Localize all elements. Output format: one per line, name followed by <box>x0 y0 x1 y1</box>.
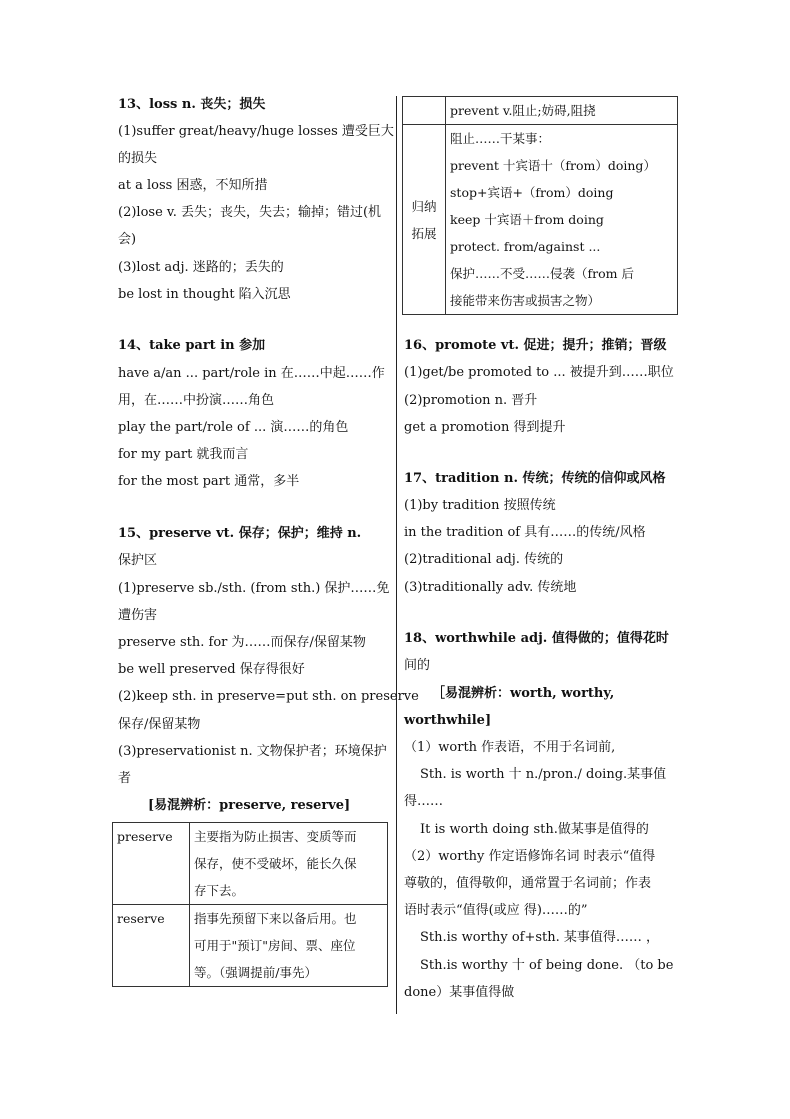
s15-line: preserve sth. for 为……而保存/保留某物 <box>118 635 366 650</box>
section-13-title: 13、loss n. 丧失；损失 <box>118 97 266 112</box>
s15-line: 保护区 <box>118 553 158 568</box>
s13-line: 的损失 <box>118 151 158 166</box>
table-row <box>113 905 388 987</box>
s16-line: (2)promotion n. 晋升 <box>404 393 538 408</box>
s16-line: get a promotion 得到提升 <box>404 420 566 435</box>
s15-line: 保存/保留某物 <box>118 717 201 732</box>
s13-line: (3)lost adj. 迷路的；丢失的 <box>118 260 284 275</box>
s18-line: Sth.is worthy 十 of being done. （to be <box>420 958 674 973</box>
table-row <box>403 125 678 315</box>
expansion-table <box>402 96 678 315</box>
table-definition: 主要指为防止损害、变质等而 保存，使不受破坏，能长久保 存下去。 <box>190 823 388 905</box>
s18-line: 尊敬的，值得敬仰，通常置于名词前；作表 <box>404 876 652 891</box>
s18-line: （1）worth 作表语，不用于名词前, <box>404 740 616 755</box>
compare-heading-2-cont: worthwhile] <box>404 713 492 728</box>
s17-line: in the tradition of 具有……的传统/风格 <box>404 525 646 540</box>
s18-line: 得…… <box>404 794 444 809</box>
s18-line: It is worth doing sth.做某事是值得的 <box>420 822 649 837</box>
compare-heading: [易混辨析：preserve, reserve] <box>148 798 351 813</box>
s14-line: for the most part 通常，多半 <box>118 474 300 489</box>
s13-line: at a loss 困惑，不知所措 <box>118 178 268 193</box>
s13-line: (1)suffer great/heavy/huge losses 遭受巨大 <box>118 124 394 139</box>
s18-title-cont: 间的 <box>404 658 431 673</box>
table-definition: 指事先预留下来以备后用。也 可用于"预订"房间、票、座位 等。（强调提前/事先） <box>190 905 388 987</box>
s14-line: have a/an ... part/role in 在……中起……作 <box>118 366 385 381</box>
s13-line: (2)lose v. 丢失；丧失，失去；输掉；错过(机 <box>118 205 382 220</box>
s18-line: （2）worthy 作定语修饰名词 时表示“值得 <box>404 849 656 864</box>
expansion-content: 阻止……干某事： prevent 十宾语十（from）doing） stop+宾语+（from）doing keep 十宾语＋from doing protect. from/against ... 保护……不受……侵袭（from 后 接能带来伤害或损害之物） <box>446 125 678 315</box>
section-17-title: 17、tradition n. 传统；传统的信仰或风格 <box>404 471 666 486</box>
s15-line: (3)preservationist n. 文物保护者；环境保护 <box>118 744 387 759</box>
s14-line: for my part 就我而言 <box>118 447 249 462</box>
compare-table <box>112 822 388 987</box>
table-word: reserve <box>113 905 190 987</box>
section-18-title: 18、worthwhile adj. 值得做的；值得花时 <box>404 631 669 646</box>
section-14-title: 14、take part in 参加 <box>118 338 266 353</box>
s18-line: Sth. is worth 十 n./pron./ doing.某事值 <box>420 767 667 782</box>
s13-line: be lost in thought 陷入沉思 <box>118 287 291 302</box>
s15-line: 者 <box>118 771 132 786</box>
table-word: preserve <box>113 823 190 905</box>
s17-line: (3)traditionally adv. 传统地 <box>404 580 577 595</box>
s14-line: 用，在……中扮演……角色 <box>118 393 275 408</box>
column-divider <box>396 96 397 1014</box>
s15-line: 遭伤害 <box>118 608 158 623</box>
s13-line: 会) <box>118 232 137 247</box>
s17-line: (2)traditional adj. 传统的 <box>404 552 564 567</box>
table-row <box>403 97 678 125</box>
section-15-title: 15、preserve vt. 保存；保护；维持 n. <box>118 526 362 541</box>
s16-line: (1)get/be promoted to ... 被提升到……职位 <box>404 365 674 380</box>
s15-line: be well preserved 保存得很好 <box>118 662 305 677</box>
compare-heading-2: ［易混辨析：worth, worthy, <box>432 686 615 701</box>
table-row <box>113 823 388 905</box>
s14-line: play the part/role of ... 演……的角色 <box>118 420 349 435</box>
s18-line: 语时表示“值得(或应 得)……的” <box>404 903 588 918</box>
s17-line: (1)by tradition 按照传统 <box>404 498 556 513</box>
s15-line: (2)keep sth. in preserve=put sth. on preserve <box>118 689 419 704</box>
section-16-title: 16、promote vt. 促进；提升；推销；晋级 <box>404 338 667 353</box>
s18-line: done）某事值得做 <box>404 985 515 1000</box>
induction-label: 归纳 拓展 <box>403 125 446 315</box>
s18-line: Sth.is worthy of+sth. 某事值得…… ， <box>420 930 660 945</box>
s15-line: (1)preserve sb./sth. (from sth.) 保护……免 <box>118 581 390 596</box>
prevent-row: prevent v.阻止;妨碍,阻挠 <box>446 97 678 125</box>
